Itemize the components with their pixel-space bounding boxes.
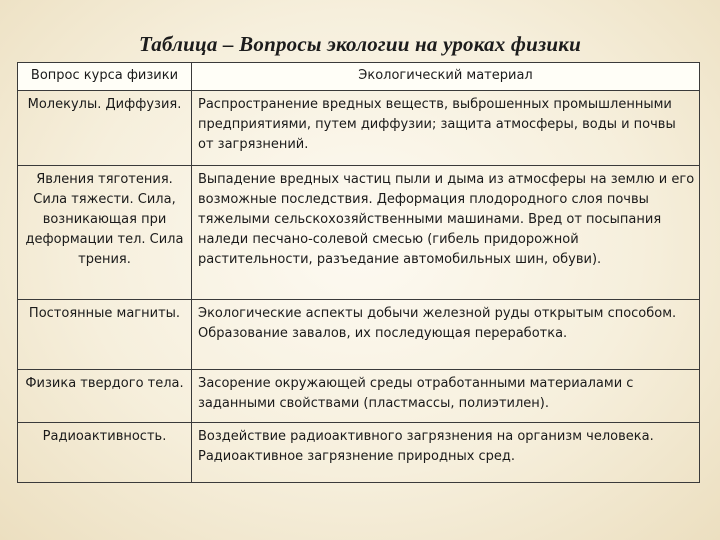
row-material: Засорение окружающей среды отработанными материалами с заданными свойствами (пластмассы, полиэтилен). [192,370,700,423]
header-ecology-material: Экологический материал [192,63,700,91]
row-material: Воздействие радиоактивного загрязнения на организм человека. Радиоактивное загрязнение природных сред. [192,423,700,483]
page-title: Таблица – Вопросы экологии на уроках физики [139,32,581,56]
row-material: Распространение вредных веществ, выброшенных промышленными предприятиями, путем диффузии; защита атмосферы, воды и почвы от загрязнений. [192,91,700,166]
table-header-row [18,63,700,91]
row-material: Выпадение вредных частиц пыли и дыма из атмосферы на землю и его возможные последствия. Деформация плодородного слоя почвы тяжелыми сельскохозяйственными машинами. Вред от посыпания наледи песчано-солевой смесью (гибель придорожной растительности, разъедание автомобильных шин, обуви). [192,166,700,300]
table-row [18,91,700,166]
header-physics-question: Вопрос курса физики [18,63,192,91]
row-question: Явления тяготения. Сила тяжести. Сила, возникающая при деформации тел. Сила трения. [18,166,192,300]
table-row [18,370,700,423]
row-material: Экологические аспекты добычи железной руды открытым способом. Образование завалов, их последующая переработка. [192,300,700,370]
table-row [18,300,700,370]
row-question: Радиоактивность. [18,423,192,483]
row-question: Постоянные магниты. [18,300,192,370]
table-row [18,423,700,483]
table-row [18,166,700,300]
ecology-table [17,62,700,483]
row-question: Физика твердого тела. [18,370,192,423]
row-question: Молекулы. Диффузия. [18,91,192,166]
